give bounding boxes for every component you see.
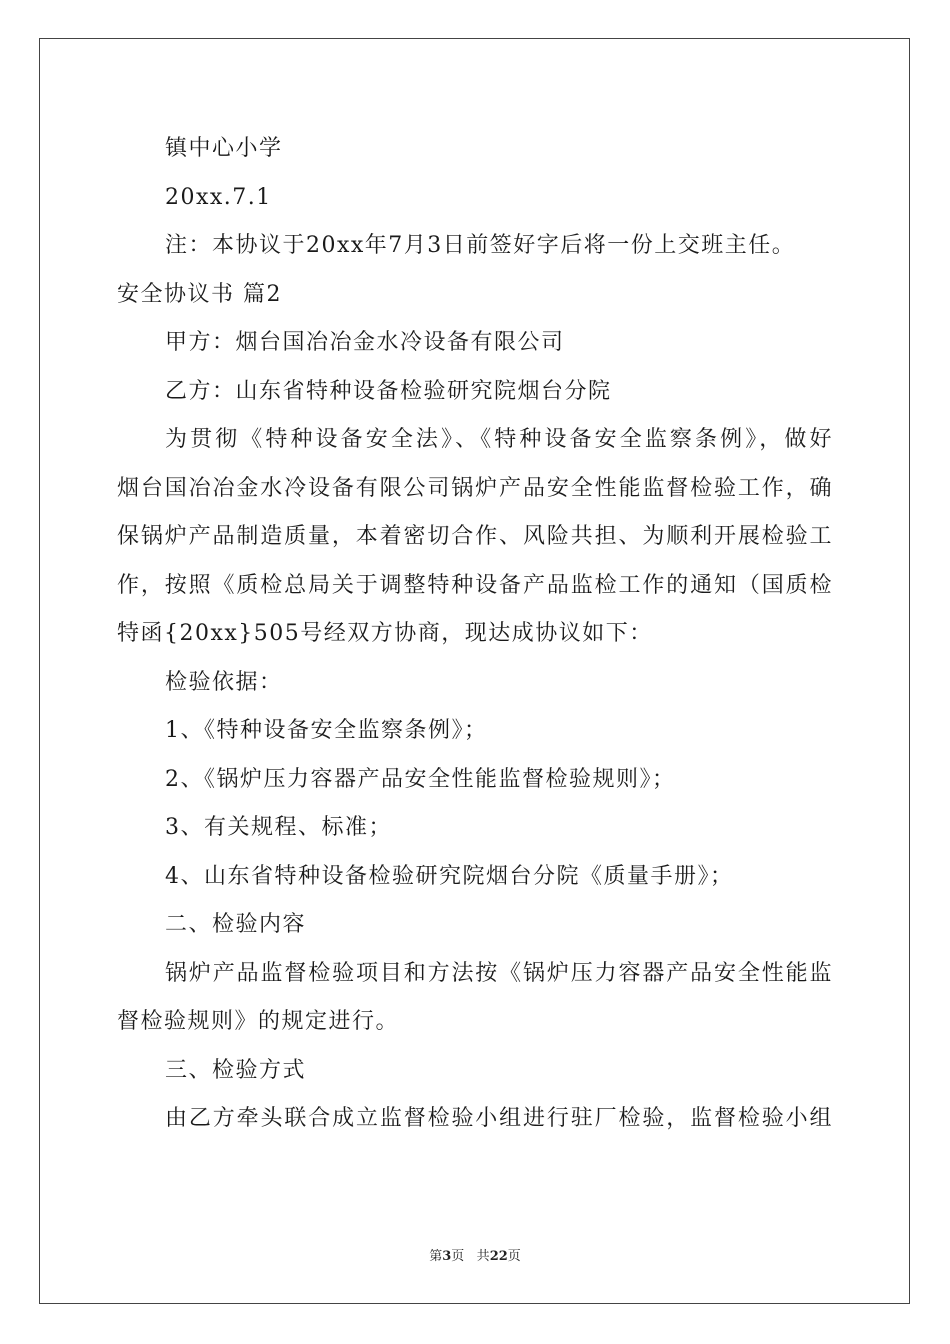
text-line: 20xx.7.1 bbox=[165, 184, 272, 210]
text-line: 作，按照《质检总局关于调整特种设备产品监检工作的通知（国质检 bbox=[117, 572, 833, 598]
text-line: 保锅炉产品制造质量，本着密切合作、风险共担、为顺利开展检验工 bbox=[117, 524, 833, 549]
text-line: 二、检验内容 bbox=[165, 912, 307, 937]
text-line: 2、《锅炉压力容器产品安全性能监督检验规则》； bbox=[165, 766, 676, 792]
text-line: 1、《特种设备安全监察条例》； bbox=[165, 718, 488, 743]
text-line: 锅炉产品监督检验项目和方法按《锅炉压力容器产品安全性能监 bbox=[165, 960, 833, 986]
footer-total-prefix: 共 bbox=[476, 1249, 490, 1264]
text-line: 检验依据： bbox=[165, 669, 283, 695]
text-line: 乙方：山东省特种设备检验研究院烟台分院 bbox=[165, 378, 612, 404]
text-line: 注：本协议于20xx年7月3日前签好字后将一份上交班主任。 bbox=[165, 233, 796, 258]
page-footer bbox=[0, 1245, 950, 1264]
text-line: 4、山东省特种设备检验研究院烟台分院《质量手册》； bbox=[165, 863, 734, 889]
text-line: 为贯彻《特种设备安全法》、《特种设备安全监察条例》，做好 bbox=[165, 427, 833, 452]
document-body bbox=[117, 125, 833, 1144]
text-line: 督检验规则》的规定进行。 bbox=[117, 1009, 400, 1034]
text-line: 安全协议书 篇2 bbox=[117, 281, 282, 307]
text-line: 三、检验方式 bbox=[165, 1057, 307, 1083]
footer-page-suffix: 页 bbox=[451, 1249, 465, 1264]
text-line: 镇中心小学 bbox=[165, 136, 283, 161]
text-line: 烟台国冶冶金水冷设备有限公司锅炉产品安全性能监督检验工作，确 bbox=[117, 475, 833, 501]
text-line: 由乙方牵头联合成立监督检验小组进行驻厂检验，监督检验小组 bbox=[165, 1106, 833, 1131]
footer-page-number: 3 bbox=[442, 1249, 452, 1264]
footer-total-pages: 22 bbox=[489, 1249, 508, 1264]
footer-prefix: 第 bbox=[429, 1249, 443, 1264]
text-line: 特函{20xx}505号经双方协商，现达成协议如下： bbox=[117, 621, 653, 646]
text-line: 甲方：烟台国冶冶金水冷设备有限公司 bbox=[165, 330, 565, 355]
text-line: 3、有关规程、标准； bbox=[165, 815, 392, 840]
footer-total-suffix: 页 bbox=[507, 1249, 521, 1264]
